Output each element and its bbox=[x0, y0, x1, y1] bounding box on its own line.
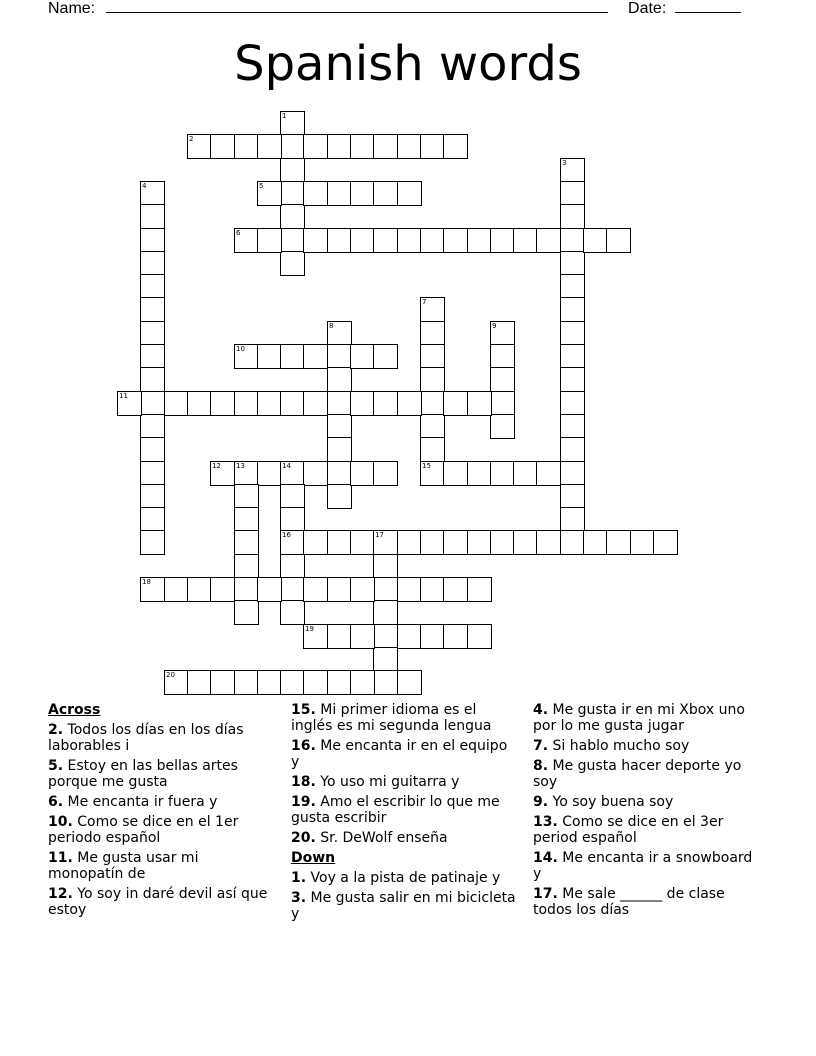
clues-column-3 bbox=[533, 702, 759, 922]
crossword-cell[interactable] bbox=[140, 274, 165, 299]
crossword-cell[interactable] bbox=[257, 181, 282, 206]
crossword-cell[interactable] bbox=[234, 461, 259, 486]
name-label: Name: bbox=[48, 0, 96, 17]
crossword-cell[interactable] bbox=[140, 344, 165, 369]
crossword-cell[interactable] bbox=[234, 600, 259, 625]
crossword-cell[interactable] bbox=[327, 670, 352, 695]
crossword-cell[interactable] bbox=[257, 344, 282, 369]
cell-number: 8 bbox=[329, 322, 334, 330]
crossword-cell[interactable] bbox=[303, 344, 328, 369]
crossword-cell[interactable] bbox=[513, 530, 538, 555]
crossword-cell[interactable] bbox=[373, 670, 398, 695]
crossword-cell[interactable] bbox=[350, 624, 375, 649]
crossword-cell[interactable] bbox=[280, 670, 305, 695]
crossword-cell[interactable] bbox=[397, 670, 422, 695]
crossword-cell[interactable] bbox=[560, 274, 585, 299]
crossword-cell[interactable] bbox=[490, 461, 515, 486]
crossword-cell[interactable] bbox=[560, 437, 585, 462]
crossword-cell[interactable] bbox=[140, 461, 165, 486]
crossword-cell[interactable] bbox=[420, 134, 445, 159]
clue-down-7: 7. Si hablo mucho soy bbox=[533, 738, 690, 754]
cell-number: 18 bbox=[142, 578, 151, 586]
crossword-cell[interactable] bbox=[560, 344, 585, 369]
cell-number: 10 bbox=[236, 345, 245, 353]
crossword-cell[interactable] bbox=[350, 530, 375, 555]
crossword-cell[interactable] bbox=[467, 461, 492, 486]
crossword-cell[interactable] bbox=[140, 367, 165, 392]
crossword-cell[interactable] bbox=[303, 670, 328, 695]
crossword-cell[interactable] bbox=[373, 134, 398, 159]
crossword-cell[interactable] bbox=[513, 461, 538, 486]
crossword-cell[interactable] bbox=[280, 577, 305, 602]
clues-column-1 bbox=[48, 702, 274, 922]
crossword-cell[interactable] bbox=[234, 134, 259, 159]
crossword-cell[interactable] bbox=[187, 670, 212, 695]
crossword-cell[interactable] bbox=[327, 414, 352, 439]
across-heading: Across bbox=[48, 702, 101, 718]
crossword-cell[interactable] bbox=[327, 321, 352, 346]
clue-across-15: 15. Mi primer idioma es el inglés es mi segunda lengua bbox=[291, 702, 492, 734]
crossword-cell[interactable] bbox=[140, 251, 165, 276]
clue-across-5: 5. Estoy en las bellas artes porque me gusta bbox=[48, 758, 238, 790]
crossword-cell[interactable] bbox=[443, 624, 468, 649]
crossword-cell[interactable] bbox=[280, 344, 305, 369]
crossword-cell[interactable] bbox=[280, 391, 305, 416]
crossword-cell[interactable] bbox=[420, 367, 445, 392]
crossword-cell[interactable] bbox=[560, 391, 585, 416]
cell-number: 11 bbox=[119, 392, 128, 400]
crossword-cell[interactable] bbox=[280, 600, 305, 625]
clue-across-19: 19. Amo el escribir lo que me gusta escribir bbox=[291, 794, 500, 826]
crossword-cell[interactable] bbox=[140, 297, 165, 322]
crossword-cell[interactable] bbox=[234, 507, 259, 532]
crossword-cell[interactable] bbox=[164, 577, 189, 602]
crossword-cell[interactable] bbox=[350, 344, 375, 369]
crossword-cell[interactable] bbox=[140, 437, 165, 462]
crossword-cell[interactable] bbox=[187, 391, 212, 416]
crossword-cell[interactable] bbox=[397, 181, 422, 206]
crossword-cell[interactable] bbox=[257, 461, 282, 486]
crossword-cell[interactable] bbox=[327, 367, 352, 392]
crossword-cell[interactable] bbox=[327, 344, 352, 369]
clue-down-9: 9. Yo soy buena soy bbox=[533, 794, 674, 810]
crossword-cell[interactable] bbox=[140, 530, 165, 555]
crossword-cell[interactable] bbox=[560, 484, 585, 509]
crossword-cell[interactable] bbox=[303, 577, 328, 602]
crossword-cell[interactable] bbox=[140, 577, 165, 602]
crossword-cell[interactable] bbox=[560, 204, 585, 229]
crossword-cell[interactable] bbox=[327, 577, 352, 602]
cell-number: 13 bbox=[236, 462, 245, 470]
crossword-cell[interactable] bbox=[210, 461, 235, 486]
crossword-cell[interactable] bbox=[257, 391, 282, 416]
cell-number: 3 bbox=[562, 159, 567, 167]
crossword-cell[interactable] bbox=[467, 577, 492, 602]
date-label: Date: bbox=[628, 0, 667, 17]
crossword-cell[interactable] bbox=[490, 391, 515, 416]
crossword-cell[interactable] bbox=[327, 484, 352, 509]
crossword-cell[interactable] bbox=[234, 391, 259, 416]
clue-across-10: 10. Como se dice en el 1er periodo español bbox=[48, 814, 239, 846]
crossword-cell[interactable] bbox=[467, 624, 492, 649]
crossword-cell[interactable] bbox=[210, 391, 235, 416]
clue-down-17: 17. Me sale ______ de clase todos los días bbox=[533, 886, 725, 918]
clue-across-18: 18. Yo uso mi guitarra y bbox=[291, 774, 460, 790]
crossword-cell[interactable] bbox=[140, 507, 165, 532]
crossword-cell[interactable] bbox=[234, 577, 259, 602]
crossword-cell[interactable] bbox=[280, 134, 305, 159]
clue-down-14: 14. Me encanta ir a snowboard y bbox=[533, 850, 753, 882]
crossword-cell[interactable] bbox=[420, 414, 445, 439]
crossword-cell[interactable] bbox=[467, 391, 492, 416]
clue-down-8: 8. Me gusta hacer deporte yo soy bbox=[533, 758, 742, 790]
crossword-cell[interactable] bbox=[490, 530, 515, 555]
crossword-cell[interactable] bbox=[280, 251, 305, 276]
crossword-cell[interactable] bbox=[397, 624, 422, 649]
crossword-cell[interactable] bbox=[373, 530, 398, 555]
crossword-cell[interactable] bbox=[583, 530, 608, 555]
crossword-cell[interactable] bbox=[327, 530, 352, 555]
cell-number: 17 bbox=[375, 531, 384, 539]
crossword-cell[interactable] bbox=[234, 344, 259, 369]
crossword-cell[interactable] bbox=[397, 134, 422, 159]
crossword-cell[interactable] bbox=[140, 414, 165, 439]
crossword-cell[interactable] bbox=[560, 367, 585, 392]
crossword-cell[interactable] bbox=[373, 624, 398, 649]
crossword-cell[interactable] bbox=[443, 391, 468, 416]
clues-column-2 bbox=[291, 702, 517, 926]
cell-number: 15 bbox=[422, 462, 431, 470]
crossword-cell[interactable] bbox=[257, 670, 282, 695]
crossword-cell[interactable] bbox=[443, 228, 468, 253]
crossword-cell[interactable] bbox=[140, 204, 165, 229]
cell-number: 9 bbox=[492, 322, 497, 330]
crossword-cell[interactable] bbox=[420, 391, 445, 416]
crossword-cell[interactable] bbox=[280, 484, 305, 509]
crossword-cell[interactable] bbox=[327, 391, 352, 416]
crossword-cell[interactable] bbox=[420, 530, 445, 555]
crossword-cell[interactable] bbox=[280, 111, 305, 136]
crossword-cell[interactable] bbox=[536, 461, 561, 486]
crossword-cell[interactable] bbox=[373, 344, 398, 369]
crossword-cell[interactable] bbox=[560, 530, 585, 555]
crossword-cell[interactable] bbox=[443, 461, 468, 486]
crossword-cell[interactable] bbox=[490, 344, 515, 369]
cell-number: 5 bbox=[259, 182, 264, 190]
crossword-cell[interactable] bbox=[257, 134, 282, 159]
crossword-cell[interactable] bbox=[350, 670, 375, 695]
page-title: Spanish words bbox=[234, 36, 582, 92]
crossword-cell[interactable] bbox=[280, 507, 305, 532]
crossword-cell[interactable] bbox=[373, 577, 398, 602]
crossword-cell[interactable] bbox=[373, 600, 398, 625]
crossword-cell[interactable] bbox=[560, 228, 585, 253]
crossword-cell[interactable] bbox=[164, 391, 189, 416]
crossword-cell[interactable] bbox=[280, 158, 305, 183]
crossword-cell[interactable] bbox=[397, 391, 422, 416]
cell-number: 16 bbox=[282, 531, 291, 539]
crossword-cell[interactable] bbox=[280, 554, 305, 579]
crossword-cell[interactable] bbox=[327, 437, 352, 462]
crossword-cell[interactable] bbox=[560, 158, 585, 183]
crossword-cell[interactable] bbox=[467, 228, 492, 253]
crossword-cell[interactable] bbox=[280, 530, 305, 555]
crossword-cell[interactable] bbox=[187, 577, 212, 602]
crossword-cell[interactable] bbox=[140, 321, 165, 346]
crossword-cell[interactable] bbox=[303, 461, 328, 486]
crossword-cell[interactable] bbox=[536, 530, 561, 555]
crossword-cell[interactable] bbox=[280, 461, 305, 486]
crossword-cell[interactable] bbox=[280, 204, 305, 229]
crossword-cell[interactable] bbox=[373, 181, 398, 206]
crossword-cell[interactable] bbox=[234, 554, 259, 579]
crossword-cell[interactable] bbox=[210, 577, 235, 602]
cell-number: 1 bbox=[282, 112, 287, 120]
crossword-cell[interactable] bbox=[234, 530, 259, 555]
clue-down-4: 4. Me gusta ir en mi Xbox uno por lo me gusta jugar bbox=[533, 702, 745, 734]
crossword-cell[interactable] bbox=[560, 181, 585, 206]
crossword-cell[interactable] bbox=[560, 507, 585, 532]
crossword-cell[interactable] bbox=[280, 228, 305, 253]
crossword-cell[interactable] bbox=[327, 624, 352, 649]
crossword-cell[interactable] bbox=[303, 228, 328, 253]
cell-number: 4 bbox=[142, 182, 147, 190]
crossword-cell[interactable] bbox=[117, 391, 142, 416]
crossword-cell[interactable] bbox=[373, 647, 398, 672]
crossword-cell[interactable] bbox=[350, 228, 375, 253]
clue-across-16: 16. Me encanta ir en el equipo y bbox=[291, 738, 508, 770]
clue-down-1: 1. Voy a la pista de patinaje y bbox=[291, 870, 501, 886]
crossword-cell[interactable] bbox=[303, 391, 328, 416]
cell-number: 2 bbox=[189, 135, 194, 143]
crossword-cell[interactable] bbox=[653, 530, 678, 555]
crossword-cell[interactable] bbox=[350, 181, 375, 206]
crossword-cell[interactable] bbox=[420, 624, 445, 649]
crossword-cell[interactable] bbox=[606, 530, 631, 555]
crossword-cell[interactable] bbox=[257, 577, 282, 602]
crossword-cell[interactable] bbox=[303, 181, 328, 206]
cell-number: 19 bbox=[305, 625, 314, 633]
crossword-cell[interactable] bbox=[420, 437, 445, 462]
cell-number: 7 bbox=[422, 298, 427, 306]
crossword-cell[interactable] bbox=[490, 367, 515, 392]
crossword-cell[interactable] bbox=[490, 321, 515, 346]
cell-number: 12 bbox=[212, 462, 221, 470]
crossword-cell[interactable] bbox=[420, 228, 445, 253]
crossword-cell[interactable] bbox=[140, 181, 165, 206]
crossword-cell[interactable] bbox=[140, 484, 165, 509]
crossword-cell[interactable] bbox=[373, 228, 398, 253]
crossword-cell[interactable] bbox=[606, 228, 631, 253]
crossword-cell[interactable] bbox=[234, 228, 259, 253]
crossword-cell[interactable] bbox=[210, 134, 235, 159]
clue-across-2: 2. Todos los días en los días laborables i bbox=[48, 722, 244, 754]
crossword-cell[interactable] bbox=[373, 554, 398, 579]
crossword-cell[interactable] bbox=[443, 134, 468, 159]
clue-across-6: 6. Me encanta ir fuera y bbox=[48, 794, 218, 810]
down-heading: Down bbox=[291, 850, 336, 866]
crossword-cell[interactable] bbox=[467, 530, 492, 555]
crossword-cell[interactable] bbox=[397, 577, 422, 602]
crossword-cell[interactable] bbox=[350, 134, 375, 159]
crossword-cell[interactable] bbox=[164, 670, 189, 695]
crossword-cell[interactable] bbox=[373, 391, 398, 416]
crossword-cell[interactable] bbox=[373, 461, 398, 486]
crossword-cell[interactable] bbox=[490, 228, 515, 253]
crossword-cell[interactable] bbox=[560, 414, 585, 439]
crossword-cell[interactable] bbox=[303, 134, 328, 159]
crossword-cell[interactable] bbox=[583, 228, 608, 253]
crossword-cell[interactable] bbox=[560, 251, 585, 276]
crossword-cell[interactable] bbox=[560, 321, 585, 346]
clue-across-12: 12. Yo soy in daré devil así que estoy bbox=[48, 886, 268, 918]
crossword-cell[interactable] bbox=[420, 461, 445, 486]
clue-down-3: 3. Me gusta salir en mi bicicleta y bbox=[291, 890, 516, 922]
crossword-cell[interactable] bbox=[327, 181, 352, 206]
crossword-cell[interactable] bbox=[140, 391, 165, 416]
cell-number: 20 bbox=[166, 671, 175, 679]
crossword-cell[interactable] bbox=[350, 391, 375, 416]
crossword-cell[interactable] bbox=[350, 577, 375, 602]
crossword-cell[interactable] bbox=[420, 321, 445, 346]
crossword-cell[interactable] bbox=[513, 228, 538, 253]
crossword-cell[interactable] bbox=[420, 344, 445, 369]
crossword-cell[interactable] bbox=[303, 624, 328, 649]
crossword-cell[interactable] bbox=[257, 228, 282, 253]
crossword-cell[interactable] bbox=[420, 577, 445, 602]
crossword-cell[interactable] bbox=[140, 228, 165, 253]
crossword-cell[interactable] bbox=[327, 228, 352, 253]
crossword-cell[interactable] bbox=[630, 530, 655, 555]
crossword-cell[interactable] bbox=[443, 577, 468, 602]
crossword-cell[interactable] bbox=[560, 461, 585, 486]
crossword-cell[interactable] bbox=[397, 530, 422, 555]
crossword-cell[interactable] bbox=[327, 134, 352, 159]
crossword-cell[interactable] bbox=[280, 181, 305, 206]
cell-number: 14 bbox=[282, 462, 291, 470]
crossword-cell[interactable] bbox=[350, 461, 375, 486]
crossword-cell[interactable] bbox=[187, 134, 212, 159]
crossword-cell[interactable] bbox=[490, 414, 515, 439]
crossword-cell[interactable] bbox=[210, 670, 235, 695]
clue-across-20: 20. Sr. DeWolf enseña bbox=[291, 830, 448, 846]
crossword-cell[interactable] bbox=[397, 228, 422, 253]
crossword-cell[interactable] bbox=[303, 530, 328, 555]
crossword-cell[interactable] bbox=[327, 461, 352, 486]
cell-number: 6 bbox=[236, 229, 241, 237]
crossword-cell[interactable] bbox=[420, 297, 445, 322]
crossword-cell[interactable] bbox=[234, 484, 259, 509]
clue-down-13: 13. Como se dice en el 3er period español bbox=[533, 814, 724, 846]
crossword-cell[interactable] bbox=[443, 530, 468, 555]
clue-across-11: 11. Me gusta usar mi monopatín de bbox=[48, 850, 199, 882]
crossword-cell[interactable] bbox=[560, 297, 585, 322]
crossword-cell[interactable] bbox=[536, 228, 561, 253]
crossword-cell[interactable] bbox=[234, 670, 259, 695]
